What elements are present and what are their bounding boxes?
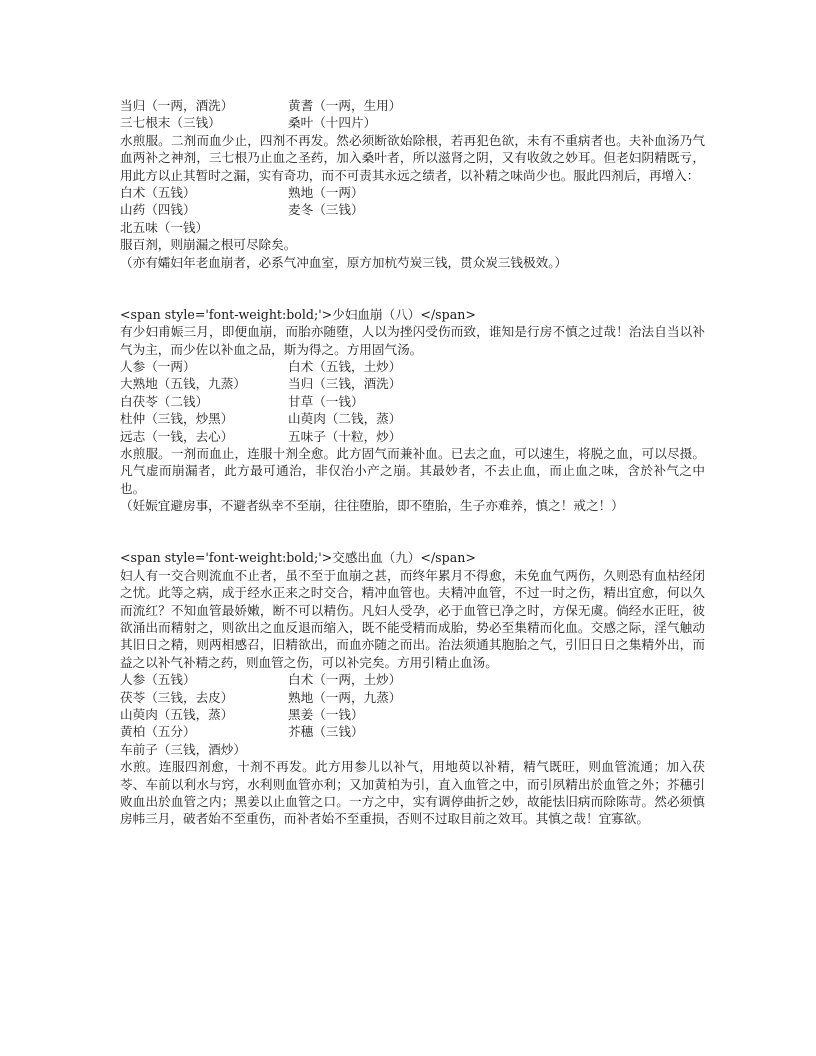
section-heading: <span style='font-weight:bold;'>交感出血（九）</span> [120, 550, 476, 566]
ingredient: 人参（一两） [120, 359, 196, 374]
ingredient: 麦冬（三钱） [288, 202, 364, 218]
ingredient: 三七根末（三钱） [120, 115, 221, 131]
note: （亦有孀妇年老血崩者，必系气冲血室，原方加杭芍炭三钱，贯众炭三钱极效。） [120, 254, 568, 270]
ingredient-row [120, 97, 705, 114]
ingredient: 北五味（一钱） [120, 219, 209, 235]
ingredient: 桑叶（十四片） [288, 115, 377, 131]
ingredient-row [120, 393, 705, 410]
paragraph: 服百剂，则崩漏之根可尽除矣。 [120, 237, 297, 253]
ingredient-row [120, 428, 705, 445]
ingredient: 山萸肉（五钱，蒸） [120, 707, 234, 722]
ingredient: 五味子（十粒，炒） [288, 428, 402, 444]
ingredient: 山萸肉（二钱，蒸） [288, 411, 402, 427]
ingredient: 大熟地（五钱，九蒸） [120, 376, 246, 392]
ingredient: 黑姜（一钱） [288, 707, 364, 722]
ingredient-row [120, 706, 705, 723]
paragraph: 有少妇甫娠三月，即便血崩，而胎亦随堕，人以为挫闪受伤而致，谁知是行房不慎之过哉！治法自当以补气为主，而少佐以补血之品，斯为得之。方用固气汤。 [120, 324, 705, 357]
ingredient-row [120, 184, 705, 201]
section-gap [120, 515, 705, 550]
ingredient-row [120, 201, 705, 218]
document-page [120, 97, 705, 828]
ingredient: 人参（五钱） [120, 672, 196, 688]
note: （妊娠宜避房事，不避者纵幸不至崩，往往堕胎，即不堕胎，生子亦难养，慎之！戒之！） [120, 498, 624, 514]
ingredient-row [120, 358, 705, 375]
ingredient: 远志（一钱，去心） [120, 428, 234, 444]
ingredient: 茯苓（三钱，去皮） [120, 689, 234, 705]
ingredient: 黄柏（五分） [120, 724, 196, 740]
ingredient: 山药（四钱） [120, 202, 196, 218]
ingredient-row [120, 219, 705, 236]
paragraph: 水煎服。二剂而血少止，四剂不再发。然必须断欲始除根，若再犯色欲，未有不重病者也。夫补血汤乃气血两补之神剂，三七根乃止血之圣药，加入桑叶者，所以滋肾之阴，又有收敛之妙耳。但老妇阴精既亏，用此方以止其暂时之漏，实有奇功，而不可责其永远之绩者，以补精之味尚少也。服此四剂后，再增入： [120, 132, 705, 183]
ingredient: 白术（五钱，土炒） [288, 359, 402, 374]
paragraph: 妇人有一交合则流血不止者，虽不至于血崩之甚，而终年累月不得愈，未免血气两伤，久则恐有血枯经闭之忧。此等之病，成于经水正来之时交合，精冲血管也。夫精冲血管，不过一时之伤，精出宜愈，何以久而流红？不知血管最娇嫩，断不可以精伤。凡妇人受孕，必于血管已净之时，方保无虞。倘经水正旺，彼欲涌出而精射之，则欲出之血反退而缩入，既不能受精而成胎，势必至集精而化血。交感之际，淫气触动其旧日之精，则两相感召，旧精欲出，而血亦随之而出。治法须通其胞胎之气，引旧日日之集精外出，而益之以补气补精之药，则血管之伤，可以补完矣。方用引精止血汤。 [120, 567, 705, 670]
ingredient-row [120, 671, 705, 688]
ingredient-row [120, 723, 705, 740]
ingredient-row [120, 375, 705, 392]
ingredient: 熟地（一两） [288, 185, 364, 200]
ingredient: 黄耆（一两，生用） [288, 98, 402, 113]
ingredient-row [120, 689, 705, 706]
ingredient: 当归（一两，酒洗） [120, 98, 234, 113]
ingredient: 白术（五钱） [120, 185, 196, 200]
ingredient: 芥穗（三钱） [288, 724, 364, 740]
ingredient-row [120, 114, 705, 131]
ingredient: 白茯苓（二钱） [120, 393, 209, 409]
ingredient: 车前子（三钱，酒炒） [120, 741, 246, 757]
ingredient: 杜仲（三钱，炒黑） [120, 411, 234, 427]
paragraph: 水煎服。一剂而血止，连服十剂全愈。此方固气而兼补血。已去之血，可以速生，将脱之血，可以尽摄。凡气虚而崩漏者，此方最可通治，非仅治小产之崩。其最妙者，不去止血，而止血之味，含於补气之中也。 [120, 445, 705, 496]
ingredient-row [120, 410, 705, 427]
ingredient: 白术（一两，土炒） [288, 672, 402, 688]
ingredient: 甘草（一钱） [288, 393, 364, 409]
paragraph: 水煎。连服四剂愈，十剂不再发。此方用参儿以补气，用地萸以补精，精气既旺，则血管流通；加入茯苓、车前以利水与窍，水利则血管亦利；又加黄柏为引，直入血管之中，而引夙精出於血管之外；芥穗引败血出於血管之内；黑姜以止血管之口。一方之中，实有调停曲折之妙，故能怯旧病而除陈苛。然必须慎房帏三月，破者始不至重伤，而补者始不至重损，否则不过取目前之效耳。其慎之哉！宜寡欲。 [120, 759, 705, 827]
ingredient: 当归（三钱，酒洗） [288, 376, 402, 392]
section-gap [120, 271, 705, 306]
ingredient-row [120, 741, 705, 758]
section-heading: <span style='font-weight:bold;'>少妇血崩（八）</span> [120, 306, 476, 322]
ingredient: 熟地（一两，九蒸） [288, 689, 402, 705]
